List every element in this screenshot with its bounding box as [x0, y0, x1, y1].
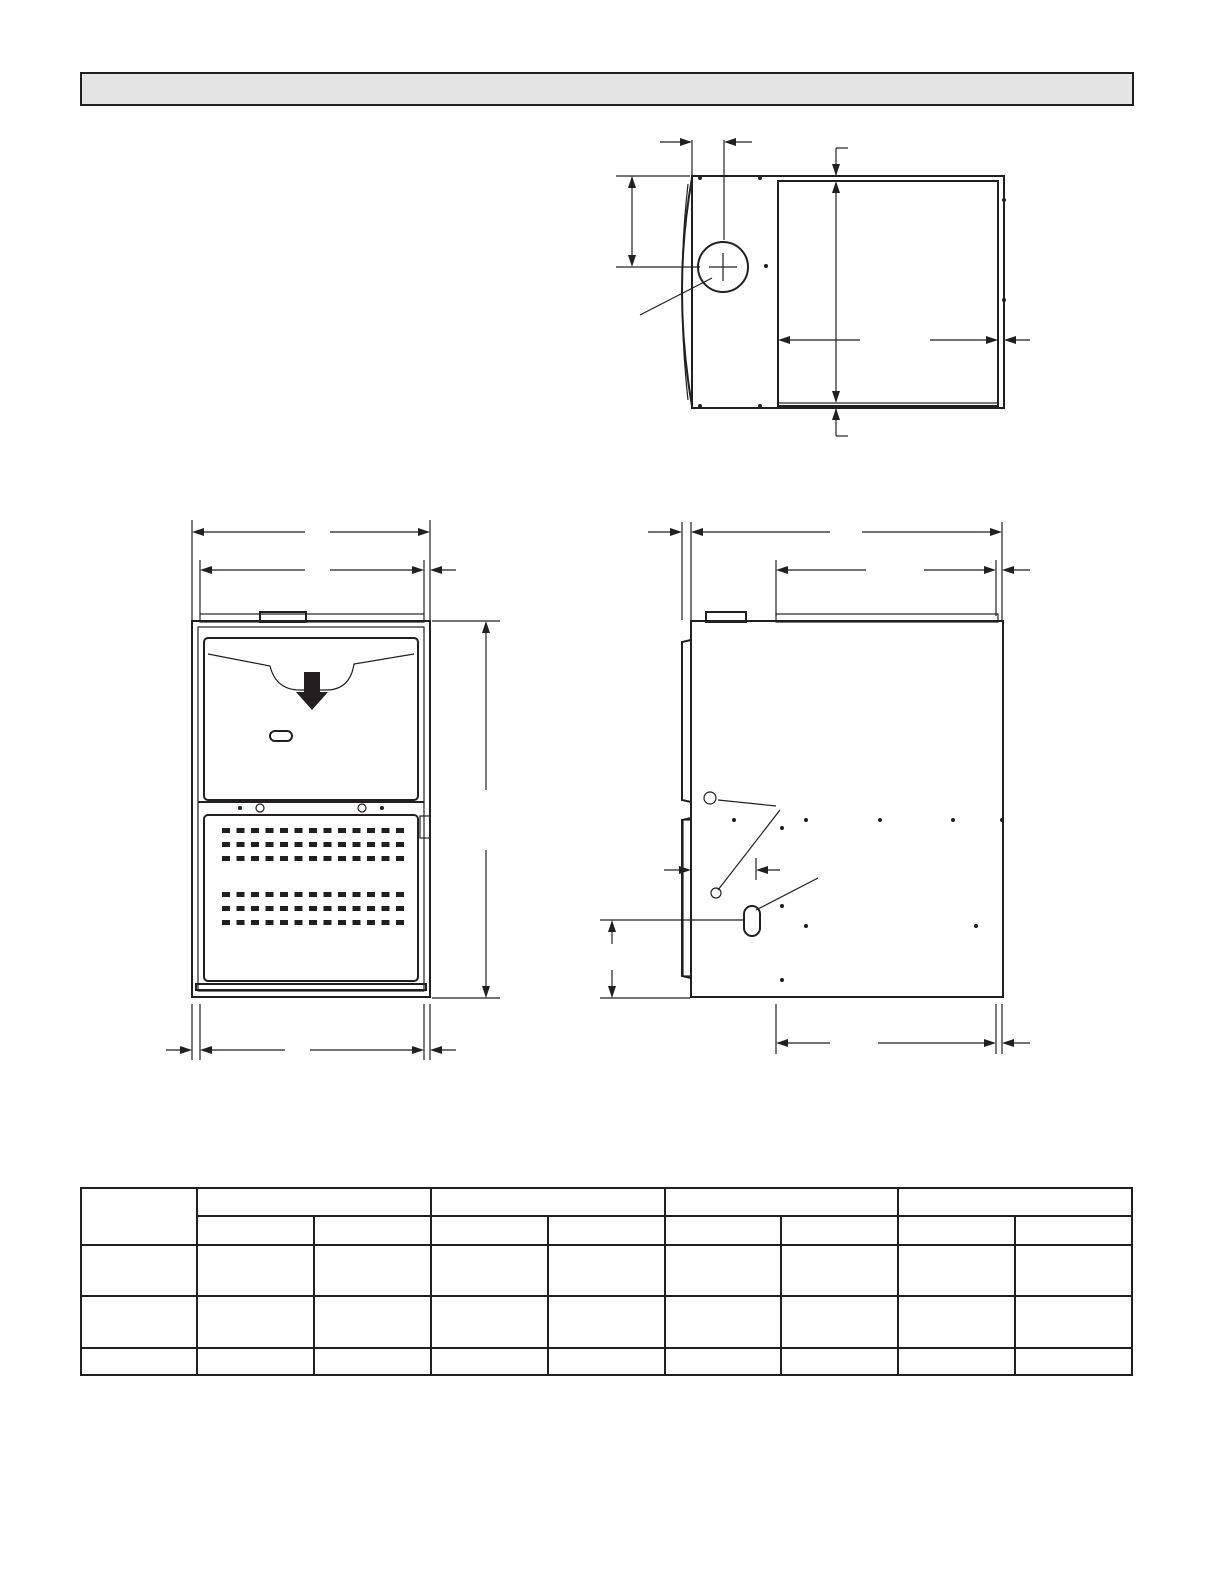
table-cell — [197, 1348, 314, 1375]
table-subheader — [314, 1216, 431, 1244]
table-cell — [1015, 1296, 1132, 1348]
table-cell — [314, 1348, 431, 1375]
table-cell — [781, 1245, 898, 1297]
table-cell — [197, 1245, 314, 1297]
dimensions-table — [80, 1187, 1133, 1376]
table-cell — [665, 1245, 782, 1297]
table-subheader — [431, 1216, 548, 1244]
table-subheader — [548, 1216, 665, 1244]
table-subheader-row — [81, 1216, 1132, 1244]
table-cell — [781, 1348, 898, 1375]
table-cell — [548, 1296, 665, 1348]
table-subheader — [898, 1216, 1015, 1244]
table-cell — [431, 1245, 548, 1297]
table-cell — [431, 1348, 548, 1375]
table-cell — [781, 1296, 898, 1348]
table-cell — [898, 1348, 1015, 1375]
table-cell — [314, 1296, 431, 1348]
side-cabinet-outline — [691, 621, 1003, 997]
table-cell — [431, 1296, 548, 1348]
table-row — [81, 1348, 1132, 1375]
table-row — [81, 1245, 1132, 1297]
side-view — [600, 522, 1030, 1054]
table-subheader — [665, 1216, 782, 1244]
table-cell — [314, 1245, 431, 1297]
table-group-header — [197, 1188, 431, 1216]
table-cell — [1015, 1245, 1132, 1297]
table-cell — [665, 1296, 782, 1348]
table-cell — [197, 1296, 314, 1348]
table-subheader — [197, 1216, 314, 1244]
table-group-header — [665, 1188, 899, 1216]
table-corner-cell — [81, 1188, 197, 1245]
table-cell — [898, 1245, 1015, 1297]
table-group-header — [898, 1188, 1132, 1216]
table-cell — [81, 1296, 197, 1348]
table-cell — [81, 1348, 197, 1375]
table-header-row — [81, 1188, 1132, 1216]
table-cell — [548, 1348, 665, 1375]
table-group-header — [431, 1188, 665, 1216]
table-subheader — [781, 1216, 898, 1244]
gas-inlet-knockout — [744, 906, 760, 936]
table-cell — [665, 1348, 782, 1375]
table-subheader — [1015, 1216, 1132, 1244]
table-cell — [548, 1245, 665, 1297]
table-cell — [81, 1245, 197, 1297]
table-row — [81, 1296, 1132, 1348]
table-cell — [1015, 1348, 1132, 1375]
table-cell — [898, 1296, 1015, 1348]
